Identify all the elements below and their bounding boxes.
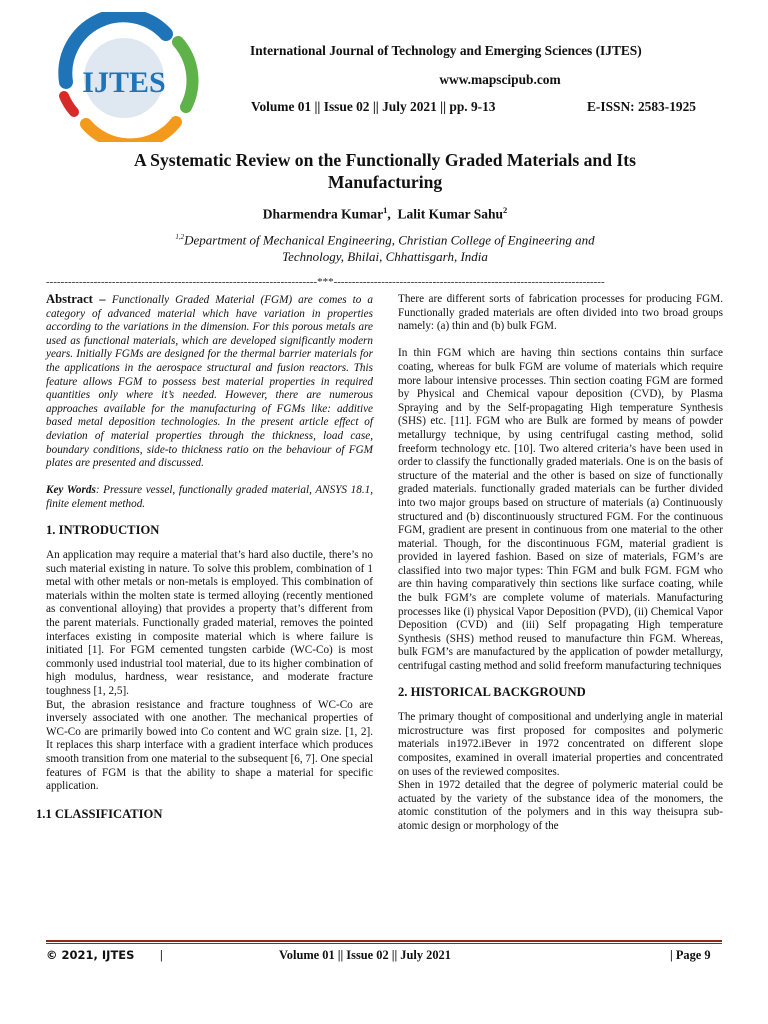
affil-line-2: Technology, Bhilai, Chhattisgarh, India <box>282 249 488 265</box>
affil-sup: 1,2 <box>175 233 185 241</box>
keywords <box>46 484 373 511</box>
section-classification-heading: 1.1 CLASSIFICATION <box>36 806 163 821</box>
eissn: E-ISSN: 2583-1925 <box>587 99 696 114</box>
right-paragraph-4: Shen in 1972 detailed that the degree of polymeric material could be actuated by the variety of the substance idea of the monomers, the atomic constitution of the polymers and in this way theisupra sub-atomic design or morphology of the <box>398 779 723 832</box>
section-introduction-heading: 1. INTRODUCTION <box>46 522 160 537</box>
author-2-sup: 2 <box>503 205 508 215</box>
title-line-2: Manufacturing <box>327 172 443 192</box>
paper-title <box>60 149 710 193</box>
title-line-1: A Systematic Review on the Functionally Graded Materials and Its <box>134 150 636 170</box>
section-divider: --------------------------------------------------------------------------***-------------------------------------------------------------------------- <box>46 276 605 288</box>
intro-paragraph-1: An application may require a material that’s hard also ductile, there’s no such material existing in nature. To solve this problem, combination of 1 metal with other metals or non-metals is employed. This combination of materials within the molten state is termed alloying (recently mentioned as conventional alloying) that provides a property that’s different from the parent materials. Functionally graded material, removes the pointed interfaces existing in composite material which is where failure is initiated [1]. For FGM cemented tungsten carbide (WC-Co) is most commonly used industrial tool material, due to its higher combination of high modulus, hardness, wear resistance, and moderate fracture toughness [1, 2,5]. <box>46 549 373 698</box>
intro-paragraph-2: But, the abrasion resistance and fracture toughness of WC-Co are inversely associated with one another. The mechanical properties of WC-Co are primarily bowed into Co content and WC grain size. [1, 2]. It replaces this sharp interface with a gradient interface which produces smooth transition from one material to the subsequent [6, 7]. One special features of FGM is that the ability to shape a material for specific application. <box>46 698 373 793</box>
journal-logo <box>46 12 216 142</box>
right-paragraph-2: In thin FGM which are having thin sections contains thin surface coating, whereas for bulk FGM are volume of materials which require more labour intensive processes. Thin section coating FGM are formed by Physical and Chemical vapour deposition (CVD), by Plasma Spraying and by the Self-propagating High temperature Synthesis (SHS) etc. [11]. FGM who are Bulk are formed by means of powder metallurgy technique, by using centrifugal casting method, solid freeform technology etc. [10]. Two altered criteria’s have been used in order to classify the functionally graded materials. One is on the basis of structure of the material and the other is based on size of functionally graded materials. functionally graded materials can be further divided into two major groups based on structure of materials (a) Continuously structured and (b) discontinuously structured FGM. For the continuous FGM, gradient are present in continuous from one material to the other material. Though, for the discontinuous FGM, material gradient is provided in layered fashion. Based on size of materials, FGM’s are classified into two major types: Thin FGM and bulk FGM. FGM who are thin having comparatively thin sections like surface coating, while the bulk FGM’s are complete volume of materials. Manufacturing processes like (i) physical Vapor Deposition (PVD), (ii) Chemical Vapor Deposition (CVD) and (iii) Self propagating High temperature Synthesis (SHS) method reused to manufacture thin FGM. Whereas, bulk FGM’s are manufactured by the application of powder metallurgy, centrifugal casting method and solid freeform manufacturing techniques <box>398 347 723 673</box>
right-column <box>398 293 723 834</box>
footer-rule <box>46 940 722 942</box>
journal-website[interactable]: www.mapscipub.com <box>439 72 561 87</box>
author-1: Dharmendra Kumar <box>262 206 384 222</box>
affiliation <box>90 229 680 265</box>
footer-copyright: © 2021, IJTES <box>46 948 135 962</box>
abstract-text: Functionally Graded Material (FGM) are comes to a category of advanced material which have variation in properties according to the variations in the dimension. For this porous metals are used as functional materials, which are developed significantly modern years. Initially FGMs are designed for the thermal barrier materials for the applications in the aerospace structural and fusion reactors. This feature allows FGM to possess best material properties in required quantities only where it’s needed. However, there are numerous approaches available for the manufacturing of FGMs like: additive based metal deposition technologies. In the present article effect of deviation of material properties through the thickness, load case, boundary conditions, side-to thickness ratio on the behaviour of FGM plates are presented and discussed. <box>46 294 373 470</box>
section-historical-heading: 2. HISTORICAL BACKGROUND <box>398 684 586 699</box>
left-column <box>36 292 374 821</box>
author-2: Lalit Kumar Sahu <box>397 206 504 222</box>
right-paragraph-3: The primary thought of compositional and underlying angle in material microstructure was first proposed for composites and polymeric materials in1972.iBever in 1972 concentrated on different slope composites, examined in overall imaterial properties and concentrated on uses of the reviewed composites. <box>398 711 723 778</box>
abstract-label: Abstract – <box>46 292 112 306</box>
footer-separator: | <box>160 948 163 962</box>
keywords-label: Key Words <box>46 484 96 497</box>
authors: Dharmendra Kumar$^1$, Lalit Kumar Sahu$^2$ <box>262 205 508 222</box>
keywords-text: : Pressure vessel, functionally graded material, ANSYS 18.1, finite element method. <box>46 484 374 510</box>
footer-page-number: | Page 9 <box>670 948 711 962</box>
volume-line: Volume 01 || Issue 02 || July 2021 || pp. 9-13 <box>251 99 496 114</box>
author-1-sup: 1 <box>383 205 388 215</box>
svg-text:IJTES: IJTES <box>82 66 166 99</box>
affil-line-1: Department of Mechanical Engineering, Christian College of Engineering and <box>184 232 595 248</box>
abstract <box>46 293 373 471</box>
footer-volume: Volume 01 || Issue 02 || July 2021 <box>279 948 451 962</box>
footer-rule-thin <box>46 943 722 944</box>
journal-name: International Journal of Technology and Emerging Sciences (IJTES) <box>250 43 642 58</box>
right-paragraph-1: There are different sorts of fabrication processes for producing FGM. Functionally graded materials are often divided into two broad groups namely: (a) thin and (b) bulk FGM. <box>398 293 723 333</box>
